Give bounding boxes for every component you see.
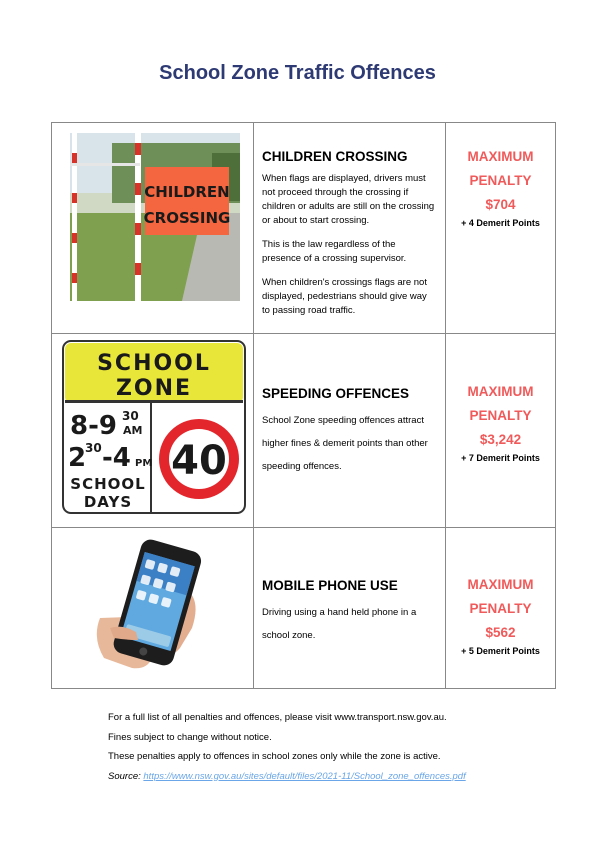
penalty-label: MAXIMUM xyxy=(467,577,534,592)
description-cell xyxy=(254,123,446,334)
description-cell xyxy=(254,334,446,528)
penalty-cell xyxy=(446,123,556,334)
table-row xyxy=(52,334,556,528)
penalty-label: PENALTY xyxy=(469,173,532,188)
sign-time-1-minutes: 30 xyxy=(122,409,139,423)
sign-time-2: -4 xyxy=(102,443,131,473)
description-text: Driving using a hand held phone in a school zone. xyxy=(262,607,417,641)
footnote-line: These penalties apply to offences in school zones only while the zone is active. xyxy=(108,751,441,762)
footnotes xyxy=(108,708,466,786)
penalty-cell xyxy=(446,334,556,528)
penalty-amount: $3,242 xyxy=(479,432,522,447)
demerit-points: + 4 Demerit Points xyxy=(461,218,540,228)
sign-time-1-am: AM xyxy=(123,424,143,437)
sign-time-2-hour: 2 xyxy=(68,443,87,473)
description-text: This is the law regardless of the presence of a crossing supervisor. xyxy=(262,239,407,264)
demerit-points: + 5 Demerit Points xyxy=(461,646,540,656)
sign-time-2-minutes: 30 xyxy=(85,441,102,455)
source-line xyxy=(108,767,466,787)
penalty-cell xyxy=(446,528,556,689)
demerit-points: + 7 Demerit Points xyxy=(461,453,540,463)
penalty-label: MAXIMUM xyxy=(467,149,534,164)
penalty-amount: $704 xyxy=(485,197,516,212)
offence-heading: SPEEDING OFFENCES xyxy=(262,386,410,401)
description-text: When flags are displayed, drivers must not proceed through the crossing if children or adults are still on the crossing or about to start crossing. xyxy=(262,173,435,226)
speed-limit-number: 40 xyxy=(171,438,227,484)
penalty-label: PENALTY xyxy=(469,408,532,423)
offences-table xyxy=(51,122,556,689)
children-crossing-photo xyxy=(52,123,253,333)
penalty-label: MAXIMUM xyxy=(467,384,534,399)
description-cell xyxy=(254,528,446,689)
description-text: School Zone speeding offences attract higher fines & demerit points than other speeding offences. xyxy=(262,415,428,472)
description-text: When children's crossings flags are not displayed, pedestrians should give way to passing road traffic. xyxy=(262,277,427,316)
sign-time-1: 8-9 xyxy=(70,411,117,441)
sign-school-days-1: SCHOOL xyxy=(70,475,146,493)
source-label: Source: xyxy=(108,770,144,782)
source-link[interactable]: https://www.nsw.gov.au/sites/default/files/2021-11/School_zone_offences.pdf xyxy=(143,770,466,782)
sign-zone-text: ZONE xyxy=(115,376,193,401)
offence-heading: MOBILE PHONE USE xyxy=(262,578,398,593)
flag-text-line-2: CROSSING xyxy=(143,209,231,227)
flag-text-line-1: CHILDREN xyxy=(144,183,230,201)
footnote-line: Fines subject to change without notice. xyxy=(108,731,272,743)
image-cell xyxy=(52,528,254,689)
table-row xyxy=(52,528,556,689)
sign-school-days-2: DAYS xyxy=(83,493,133,511)
footnote-line: For a full list of all penalties and offences, please visit www.transport.nsw.gov.au. xyxy=(108,712,447,723)
mobile-phone-photo xyxy=(52,528,253,688)
image-cell xyxy=(52,334,254,528)
image-cell xyxy=(52,123,254,334)
table-row xyxy=(52,123,556,334)
page-title: School Zone Traffic Offences xyxy=(159,62,436,84)
penalty-label: PENALTY xyxy=(469,601,532,616)
sign-time-2-pm: PM xyxy=(135,458,153,469)
offence-heading: CHILDREN CROSSING xyxy=(262,149,408,164)
penalty-amount: $562 xyxy=(485,625,516,640)
school-zone-sign xyxy=(52,334,253,527)
sign-school-text: SCHOOL xyxy=(97,351,211,376)
